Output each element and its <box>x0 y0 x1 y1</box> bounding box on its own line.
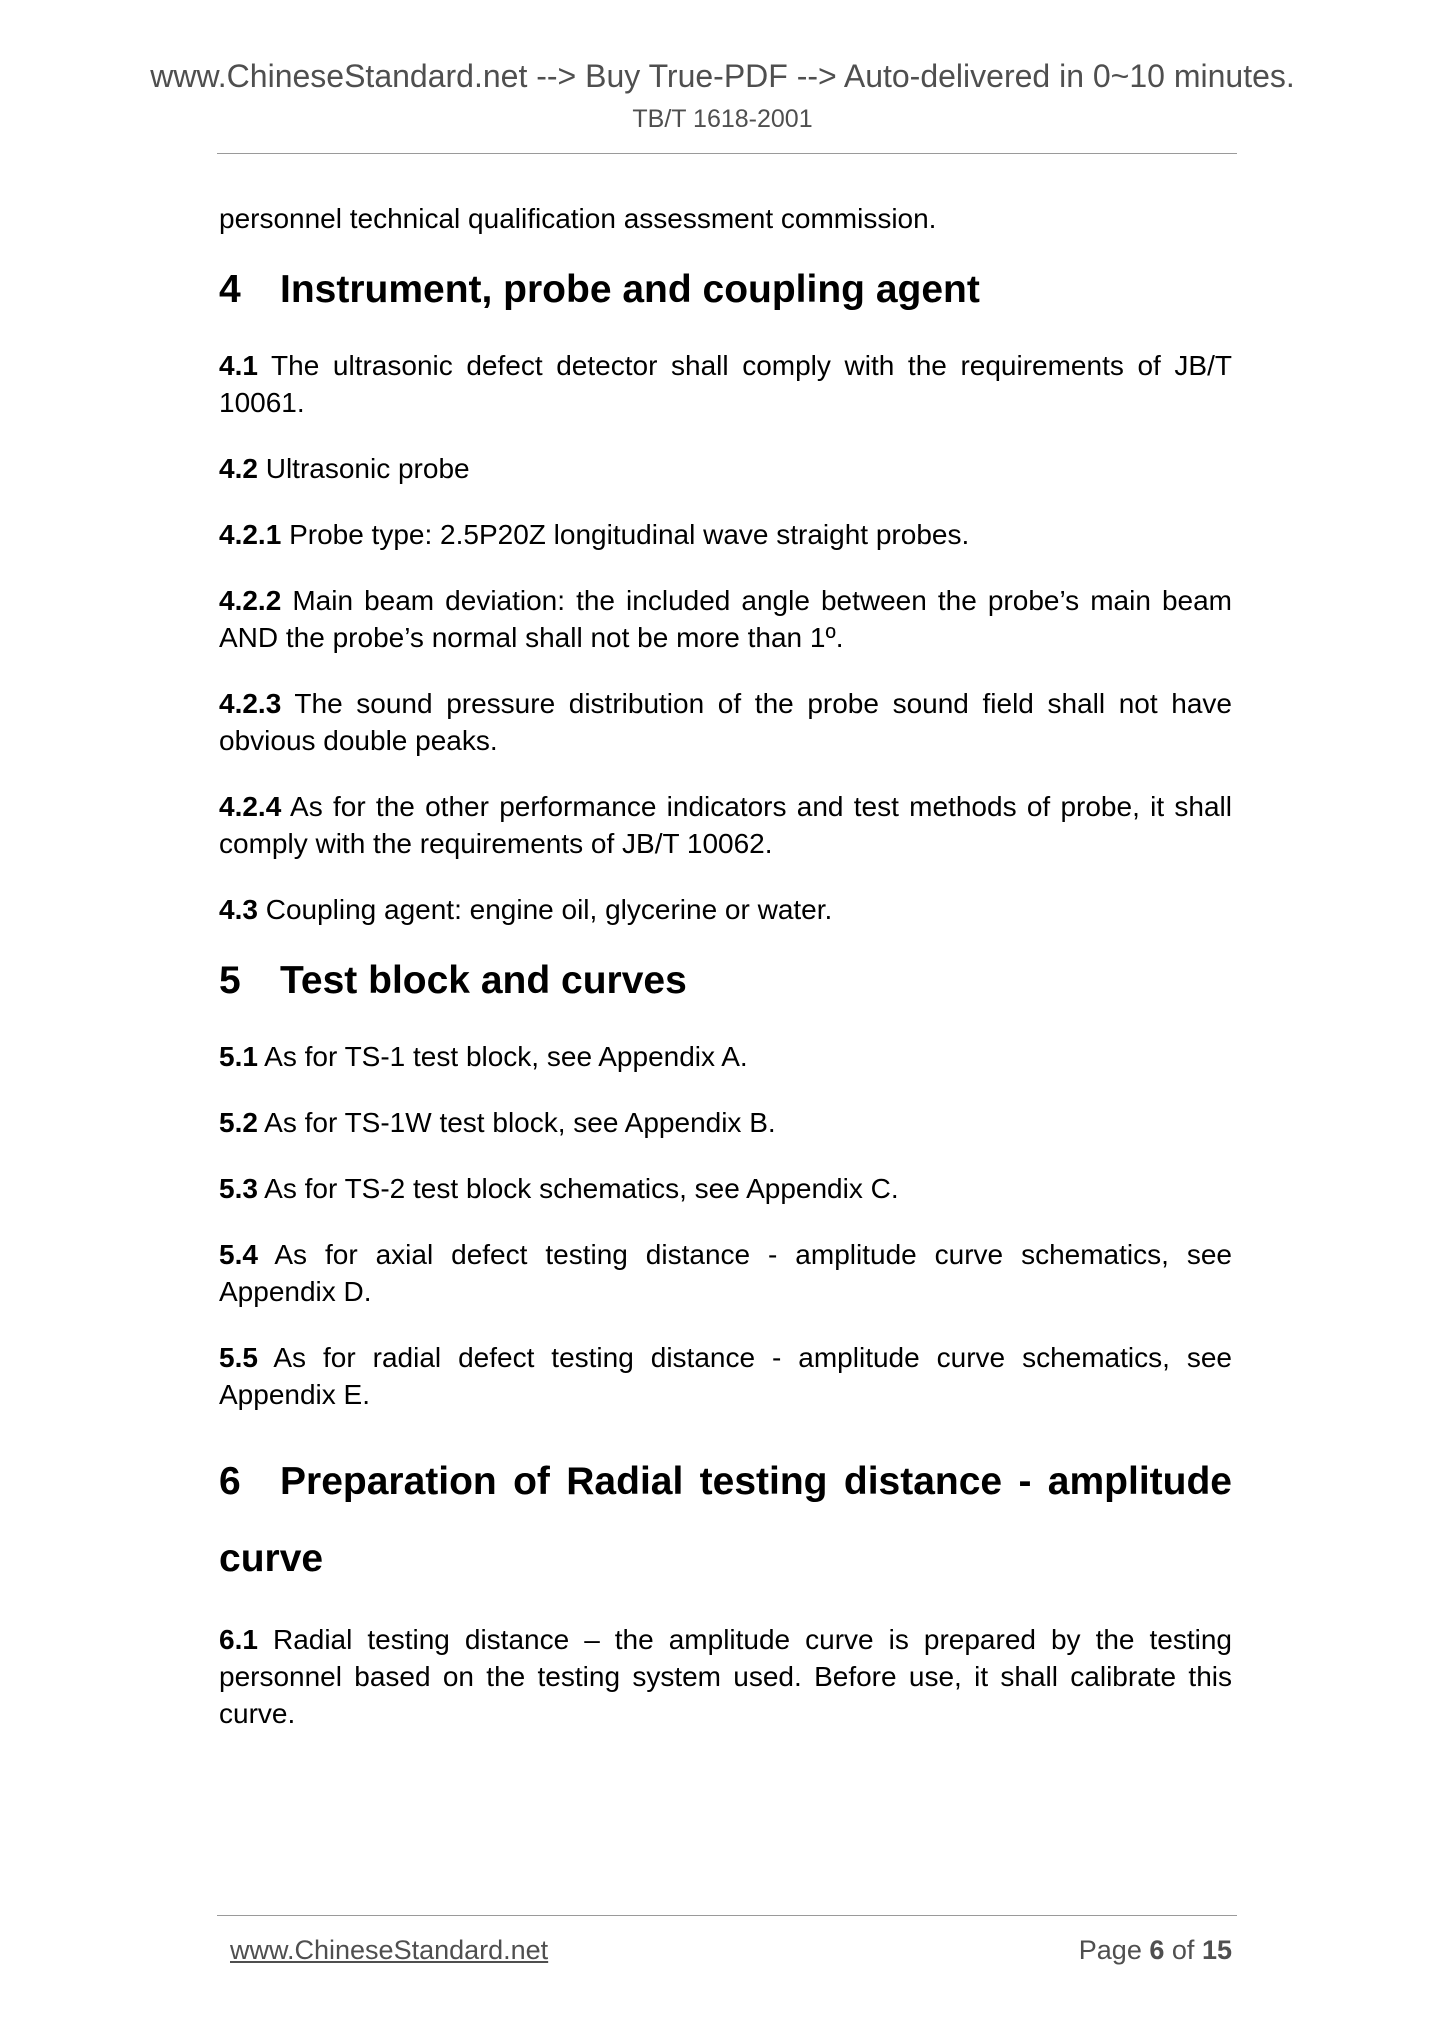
clause-number: 5.1 <box>219 1041 258 1072</box>
page-current: 6 <box>1149 1935 1165 1965</box>
clause-text: As for TS-2 test block schematics, see Appendix C. <box>264 1173 899 1204</box>
section-number: 5 <box>219 959 241 1002</box>
clause-number: 4.2.2 <box>219 585 282 616</box>
clause-text: The sound pressure distribution of the probe sound field shall not have obvious double peaks. <box>219 688 1232 756</box>
clause-4-2-1 <box>219 516 1232 553</box>
clause-text: Ultrasonic probe <box>265 453 470 484</box>
clause-number: 5.3 <box>219 1173 258 1204</box>
page-of: of <box>1171 1935 1195 1965</box>
clause-number: 6.1 <box>219 1624 258 1655</box>
clause-number: 4.2.1 <box>219 519 282 550</box>
clause-text: Probe type: 2.5P20Z longitudinal wave straight probes. <box>289 519 970 550</box>
clause-text: As for TS-1 test block, see Appendix A. <box>264 1041 748 1072</box>
footer-website-link[interactable]: www.ChineseStandard.net <box>230 1935 549 1965</box>
section-number: 4 <box>219 268 241 311</box>
page-indicator <box>1079 1935 1232 1966</box>
clause-5-4 <box>219 1236 1232 1310</box>
page-total: 15 <box>1201 1935 1232 1965</box>
section-5-heading <box>219 957 1232 1005</box>
section-6-heading <box>219 1443 1232 1597</box>
section-title: Test block and curves <box>280 959 687 1002</box>
page-content <box>219 200 1232 1761</box>
clause-text: Main beam deviation: the included angle between the probe’s main beam AND the probe’s normal shall not be more than 1º. <box>219 585 1233 653</box>
clause-number: 5.4 <box>219 1239 258 1270</box>
clause-number: 4.1 <box>219 350 258 381</box>
clause-number: 4.3 <box>219 894 258 925</box>
clause-number: 5.2 <box>219 1107 258 1138</box>
document-number: TB/T 1618-2001 <box>632 105 813 133</box>
clause-4-2 <box>219 450 1232 487</box>
clause-text: Radial testing distance – the amplitude curve is prepared by the testing personnel based on the testing system used. Before use, it shall calibrate this curve. <box>219 1624 1233 1729</box>
clause-number: 4.2 <box>219 453 258 484</box>
clause-4-3 <box>219 891 1232 928</box>
clause-6-1 <box>219 1621 1232 1732</box>
clause-number: 4.2.4 <box>219 791 282 822</box>
clause-number: 5.5 <box>219 1342 258 1373</box>
clause-5-3 <box>219 1170 1232 1207</box>
clause-number: 4.2.3 <box>219 688 282 719</box>
clause-text: The ultrasonic defect detector shall comply with the requirements of JB/T 10061. <box>219 350 1232 418</box>
section-4-heading <box>219 266 1232 314</box>
intro-paragraph: personnel technical qualification assessment commission. <box>219 203 937 234</box>
clause-4-2-4 <box>219 788 1232 862</box>
header-banner: www.ChineseStandard.net --> Buy True-PDF --> Auto-delivered in 0~10 minutes. <box>150 58 1295 94</box>
clause-text: Coupling agent: engine oil, glycerine or water. <box>265 894 833 925</box>
clause-4-2-2 <box>219 582 1232 656</box>
page-prefix: Page <box>1078 1935 1142 1965</box>
section-number: 6 <box>219 1460 241 1503</box>
clause-text: As for the other performance indicators and test methods of probe, it shall comply with the requirements of JB/T 10062. <box>219 791 1232 859</box>
header-divider <box>217 153 1237 154</box>
footer-divider <box>217 1915 1237 1916</box>
clause-4-2-3 <box>219 685 1232 759</box>
section-title: Instrument, probe and coupling agent <box>280 268 980 311</box>
clause-text: As for axial defect testing distance - amplitude curve schematics, see Appendix D. <box>219 1239 1232 1307</box>
clause-5-5 <box>219 1339 1232 1413</box>
clause-text: As for TS-1W test block, see Appendix B. <box>264 1107 776 1138</box>
clause-5-2 <box>219 1104 1232 1141</box>
clause-text: As for radial defect testing distance - amplitude curve schematics, see Appendix E. <box>219 1342 1233 1410</box>
clause-4-1 <box>219 347 1232 421</box>
clause-5-1 <box>219 1038 1232 1075</box>
section-title: Preparation of Radial testing distance - amplitude curve <box>219 1460 1232 1580</box>
